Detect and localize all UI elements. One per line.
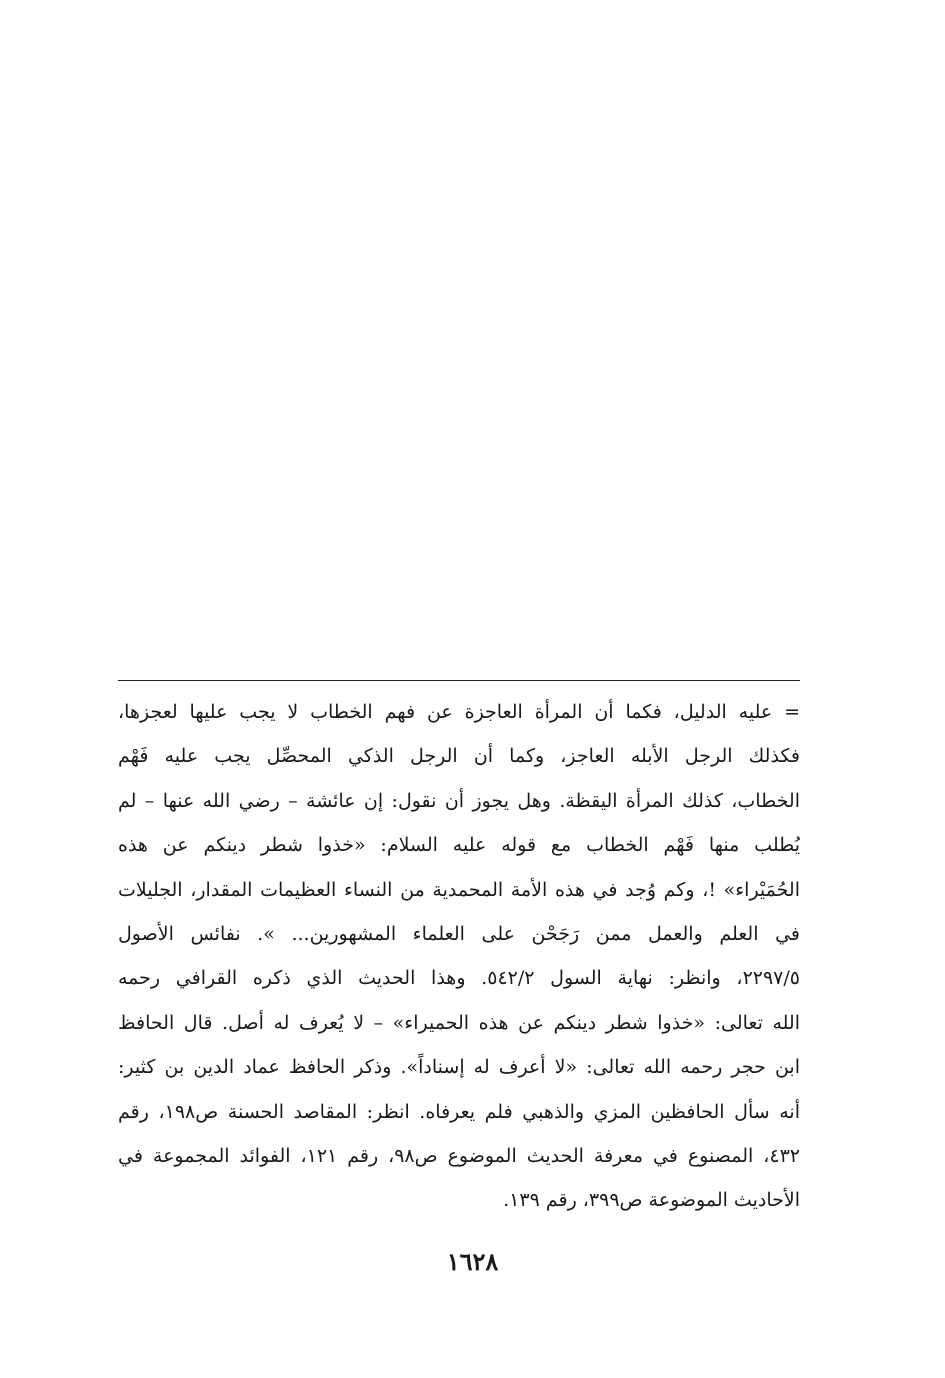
- footnote-line-11: ٤٣٢، المصنوع في معرفة الحديث الموضوع ص٩٨، رقم ١٢١، الفوائد المجموعة في: [118, 1144, 800, 1167]
- footnote-line-1: = عليه الدليل، فكما أن المرأة العاجزة عن فهم الخطاب لا يجب عليها لعجزها،: [118, 701, 800, 723]
- footnote-line-8: الله تعالى: «خذوا شطر دينكم عن هذه الحميراء» – لا يُعرف له أصل. قال الحافظ: [118, 1011, 800, 1034]
- footnote-line-3: الخطاب، كذلك المرأة اليقظة. وهل يجوز أن نقول: إن عائشة – رضي الله عنها – لم: [118, 789, 800, 812]
- footnote-line-5: الحُمَيْراء» !، وكم وُجد في هذه الأمة المحمدية من النساء العظيمات المقدار، الجليلات: [118, 878, 800, 901]
- footnote-separator-line: [118, 680, 800, 681]
- footnote-line-10: أنه سأل الحافظين المزي والذهبي فلم يعرفاه. انظر: المقاصد الحسنة ص١٩٨، رقم: [118, 1100, 800, 1123]
- footnote-line-2: فكذلك الرجل الأبله العاجز، وكما أن الرجل الذكي المحصِّل يجب عليه فَهْم: [118, 745, 800, 768]
- footnote-line-12: الأحاديث الموضوعة ص٣٩٩، رقم ١٣٩.: [503, 1189, 800, 1212]
- footnote-line-7: ٢٢٩٧/٥، وانظر: نهاية السول ٥٤٢/٢. وهذا الحديث الذي ذكره القرافي رحمه: [118, 967, 800, 990]
- page-number: ١٦٢٨: [446, 1247, 499, 1276]
- footnote-line-9: ابن حجر رحمه الله تعالى: «لا أعرف له إسناداً». وذكر الحافظ عماد الدين بن كثير:: [118, 1056, 800, 1079]
- footnote-line-6: في العلم والعمل ممن رَجَحْن على العلماء المشهورين... ». نفائس الأصول: [118, 922, 800, 945]
- footnote-block: [118, 690, 800, 1223]
- footnote-line-4: يُطلب منها فَهْم الخطاب مع قوله عليه السلام: «خذوا شطر دينكم عن هذه: [118, 834, 800, 857]
